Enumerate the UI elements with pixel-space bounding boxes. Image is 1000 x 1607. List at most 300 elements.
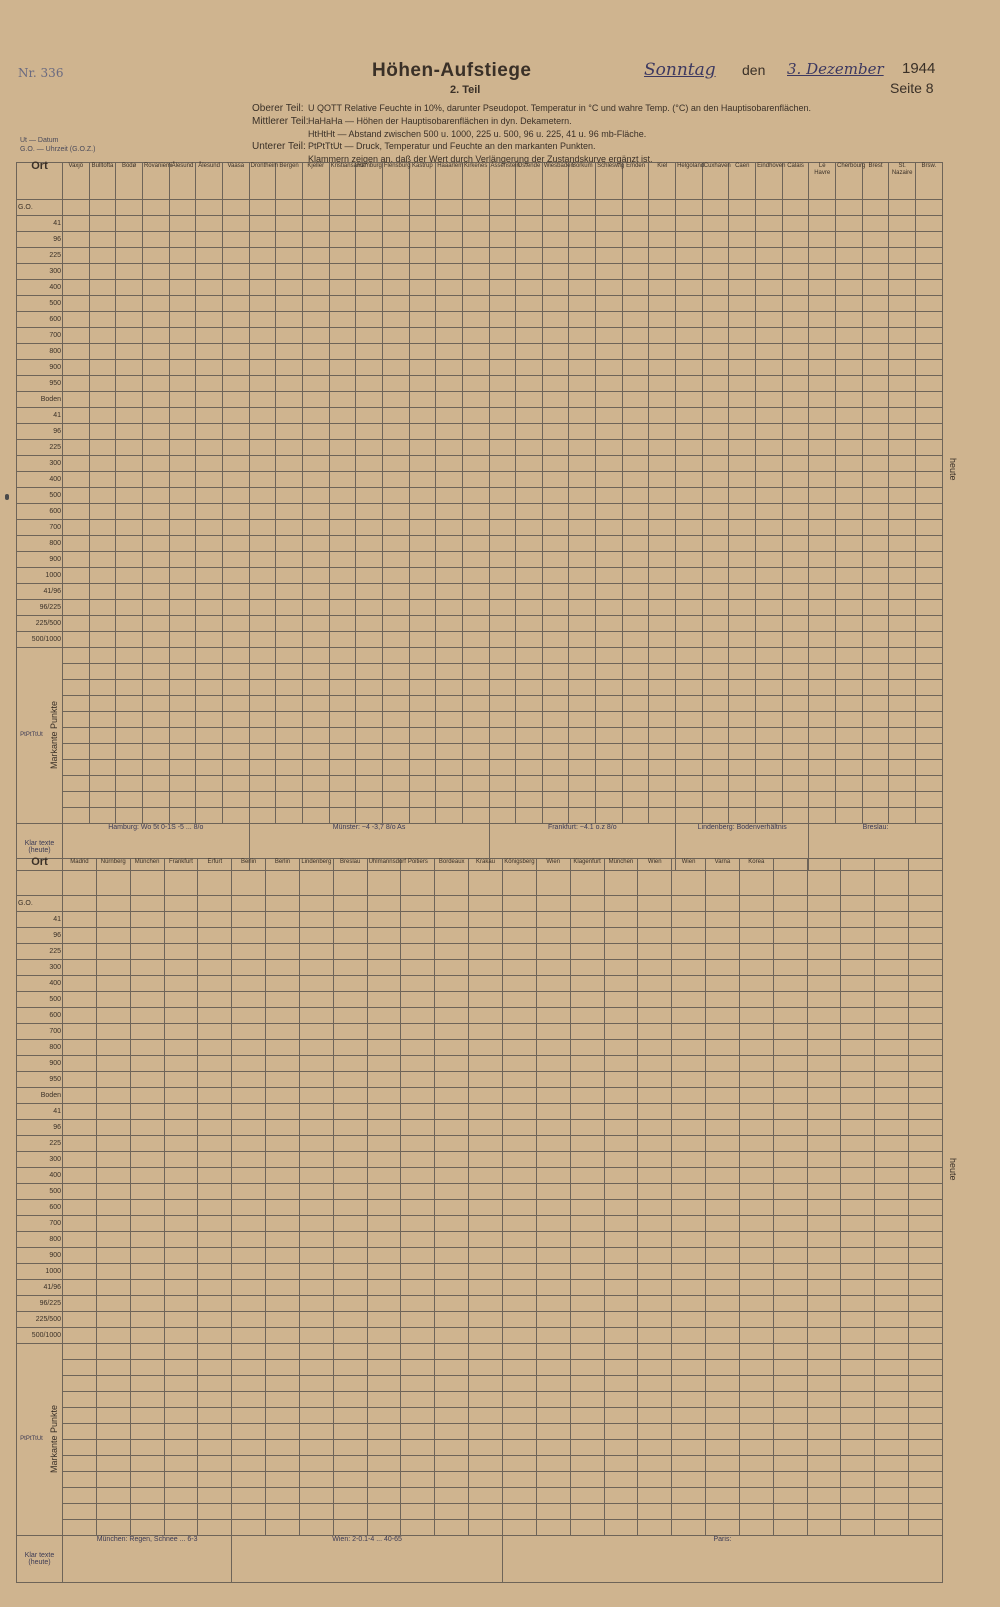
cell (299, 1440, 333, 1456)
cell (596, 536, 623, 552)
cell (169, 280, 196, 296)
cell (622, 696, 649, 712)
cell (89, 712, 116, 728)
cell (702, 472, 729, 488)
cell (198, 1216, 232, 1232)
cell (401, 1120, 435, 1136)
cell (542, 792, 569, 808)
station-header: Erfurt (198, 859, 232, 896)
cell (333, 1440, 367, 1456)
cell (196, 328, 223, 344)
cell (569, 248, 596, 264)
cell (462, 472, 489, 488)
cell (782, 632, 809, 648)
cell (916, 344, 943, 360)
cell (596, 520, 623, 536)
cell (739, 1472, 773, 1488)
cell (729, 584, 756, 600)
cell (875, 896, 909, 912)
cell (116, 760, 143, 776)
cell (409, 632, 436, 648)
pressure-level-label: 900 (17, 1056, 63, 1072)
cell (302, 568, 329, 584)
weekday: Sonntag (644, 60, 716, 80)
cell (807, 1328, 841, 1344)
cell (756, 808, 783, 824)
cell (756, 776, 783, 792)
cell (706, 928, 740, 944)
cell (676, 568, 703, 584)
cell (502, 976, 536, 992)
cell (142, 776, 169, 792)
cell (809, 536, 836, 552)
cell (536, 1200, 570, 1216)
cell (706, 1328, 740, 1344)
station-header: Brsw. (916, 163, 943, 200)
cell (489, 808, 516, 824)
height-level-label: 1000 (17, 568, 63, 584)
cell (569, 408, 596, 424)
cell (299, 1360, 333, 1376)
cell (142, 680, 169, 696)
cell (266, 912, 300, 928)
cell (329, 280, 356, 296)
cell (807, 1392, 841, 1408)
cell (96, 1216, 130, 1232)
cell (570, 896, 604, 912)
cell (672, 1120, 706, 1136)
cell (638, 1472, 672, 1488)
cell (841, 1056, 875, 1072)
cell (569, 296, 596, 312)
cell (249, 216, 276, 232)
cell (409, 792, 436, 808)
cell (266, 1232, 300, 1248)
cell (63, 504, 90, 520)
cell (356, 504, 383, 520)
cell (302, 552, 329, 568)
cell (435, 1440, 469, 1456)
cell (782, 808, 809, 824)
cell (299, 928, 333, 944)
cell (756, 552, 783, 568)
cell (409, 696, 436, 712)
cell (299, 1312, 333, 1328)
cell (196, 728, 223, 744)
cell (329, 296, 356, 312)
cell (782, 504, 809, 520)
cell (622, 440, 649, 456)
cell (130, 1312, 164, 1328)
cell (807, 1168, 841, 1184)
cell (706, 1456, 740, 1472)
height-level-label: 41 (17, 1104, 63, 1120)
cell (266, 1120, 300, 1136)
cell (367, 928, 401, 944)
cell (569, 744, 596, 760)
cell (502, 1168, 536, 1184)
cell (196, 520, 223, 536)
cell (676, 744, 703, 760)
cell (756, 408, 783, 424)
cell (130, 1232, 164, 1248)
height-level-label: 800 (17, 1232, 63, 1248)
cell (875, 1488, 909, 1504)
cell (909, 992, 943, 1008)
cell (502, 1360, 536, 1376)
cell (249, 744, 276, 760)
pressure-level-label: 700 (17, 328, 63, 344)
cell (89, 440, 116, 456)
cell (409, 200, 436, 216)
cell (569, 312, 596, 328)
cell (266, 1472, 300, 1488)
cell (356, 728, 383, 744)
cell (232, 1216, 266, 1232)
cell (302, 776, 329, 792)
cell (638, 1152, 672, 1168)
cell (232, 960, 266, 976)
cell (536, 896, 570, 912)
cell (302, 296, 329, 312)
cell (333, 960, 367, 976)
cell (604, 1360, 638, 1376)
cell (89, 728, 116, 744)
cell (232, 992, 266, 1008)
cell (469, 976, 503, 992)
cell (469, 912, 503, 928)
cell (739, 1040, 773, 1056)
cell (569, 424, 596, 440)
cell (536, 1152, 570, 1168)
cell (502, 1312, 536, 1328)
cell (889, 392, 916, 408)
cell (333, 1024, 367, 1040)
cell (672, 1072, 706, 1088)
cell (63, 1200, 97, 1216)
cell (889, 776, 916, 792)
cell (596, 712, 623, 728)
cell (516, 280, 543, 296)
cell (96, 1056, 130, 1072)
cell (329, 648, 356, 664)
cell (516, 216, 543, 232)
cell (367, 1200, 401, 1216)
cell (142, 312, 169, 328)
cell (462, 616, 489, 632)
cell (356, 280, 383, 296)
cell (729, 712, 756, 728)
cell (916, 312, 943, 328)
cell (676, 552, 703, 568)
cell (63, 1136, 97, 1152)
cell (889, 488, 916, 504)
cell (169, 376, 196, 392)
cell (916, 216, 943, 232)
cell (569, 232, 596, 248)
cell (862, 328, 889, 344)
cell (116, 280, 143, 296)
cell (198, 1376, 232, 1392)
cell (841, 1344, 875, 1360)
cell (676, 792, 703, 808)
cell (367, 1360, 401, 1376)
cell (401, 1056, 435, 1072)
cell (198, 1088, 232, 1104)
cell (706, 1040, 740, 1056)
cell (672, 1168, 706, 1184)
thickness-label: 500/1000 (17, 1328, 63, 1344)
cell (542, 632, 569, 648)
cell (382, 568, 409, 584)
cell (142, 600, 169, 616)
cell (409, 456, 436, 472)
cell (169, 200, 196, 216)
cell (276, 600, 303, 616)
cell (469, 1280, 503, 1296)
cell (63, 1472, 97, 1488)
cell (130, 1392, 164, 1408)
pressure-level-label: 225 (17, 248, 63, 264)
cell (63, 1424, 97, 1440)
cell (889, 232, 916, 248)
cell (116, 616, 143, 632)
cell (409, 392, 436, 408)
cell (841, 1088, 875, 1104)
cell (276, 696, 303, 712)
cell (356, 392, 383, 408)
cell (809, 568, 836, 584)
cell (570, 1376, 604, 1392)
cell (604, 1264, 638, 1280)
cell (96, 1040, 130, 1056)
cell (462, 232, 489, 248)
cell (536, 1472, 570, 1488)
cell (672, 1104, 706, 1120)
cell (435, 1248, 469, 1264)
cell (809, 264, 836, 280)
pressure-level-label: 300 (17, 264, 63, 280)
cell (706, 1024, 740, 1040)
cell (333, 1232, 367, 1248)
cell (604, 1456, 638, 1472)
cell (536, 1024, 570, 1040)
cell (63, 568, 90, 584)
cell (622, 200, 649, 216)
cell (249, 440, 276, 456)
cell (536, 976, 570, 992)
cell (164, 1264, 198, 1280)
cell (875, 1168, 909, 1184)
cell (409, 680, 436, 696)
cell (164, 1216, 198, 1232)
cell (130, 1440, 164, 1456)
cell (622, 808, 649, 824)
cell (889, 520, 916, 536)
cell (516, 520, 543, 536)
cell (382, 200, 409, 216)
cell (198, 1248, 232, 1264)
cell (596, 232, 623, 248)
cell (329, 488, 356, 504)
cell (729, 360, 756, 376)
cell (436, 632, 463, 648)
cell (142, 792, 169, 808)
cell (169, 440, 196, 456)
cell (773, 1248, 807, 1264)
cell (875, 992, 909, 1008)
cell (875, 1184, 909, 1200)
cell (862, 712, 889, 728)
cell (622, 408, 649, 424)
cell (875, 1056, 909, 1072)
cell (569, 760, 596, 776)
cell (569, 360, 596, 376)
cell (142, 648, 169, 664)
cell (169, 216, 196, 232)
cell (302, 520, 329, 536)
cell (569, 664, 596, 680)
cell (232, 1296, 266, 1312)
cell (836, 296, 863, 312)
cell (63, 760, 90, 776)
cell (841, 1136, 875, 1152)
cell (333, 896, 367, 912)
cell (232, 928, 266, 944)
cell (516, 200, 543, 216)
cell (729, 472, 756, 488)
cell (462, 392, 489, 408)
cell (756, 568, 783, 584)
cell (232, 896, 266, 912)
cell (676, 520, 703, 536)
cell (756, 600, 783, 616)
cell (462, 216, 489, 232)
cell (436, 376, 463, 392)
cell (622, 792, 649, 808)
cell (367, 1328, 401, 1344)
cell (570, 1024, 604, 1040)
cell (333, 1216, 367, 1232)
cell (672, 1008, 706, 1024)
cell (809, 600, 836, 616)
cell (367, 1008, 401, 1024)
cell (409, 312, 436, 328)
cell (836, 376, 863, 392)
cell (542, 504, 569, 520)
cell (435, 1456, 469, 1472)
cell (356, 776, 383, 792)
cell (638, 1456, 672, 1472)
cell (569, 584, 596, 600)
cell (436, 696, 463, 712)
cell (401, 944, 435, 960)
cell (502, 1344, 536, 1360)
station-header: Breslau (333, 859, 367, 896)
cell (841, 1280, 875, 1296)
cell (63, 1296, 97, 1312)
cell (356, 360, 383, 376)
cell (702, 504, 729, 520)
cell (862, 760, 889, 776)
cell (469, 1472, 503, 1488)
cell (889, 216, 916, 232)
cell (782, 456, 809, 472)
cell (909, 1216, 943, 1232)
cell (604, 1024, 638, 1040)
cell (169, 648, 196, 664)
cell (436, 296, 463, 312)
cell (329, 808, 356, 824)
cell (702, 424, 729, 440)
cell (502, 1136, 536, 1152)
cell (356, 552, 383, 568)
cell (198, 1232, 232, 1248)
cell (672, 1424, 706, 1440)
station-header: Bodø (116, 163, 143, 200)
cell (302, 264, 329, 280)
cell (382, 344, 409, 360)
cell (489, 632, 516, 648)
cell (729, 728, 756, 744)
cell (462, 376, 489, 392)
cell (916, 232, 943, 248)
cell (232, 1024, 266, 1040)
cell (116, 296, 143, 312)
cell (333, 928, 367, 944)
cell (739, 1328, 773, 1344)
cell (706, 1296, 740, 1312)
cell (116, 584, 143, 600)
cell (706, 1184, 740, 1200)
cell (782, 712, 809, 728)
cell (649, 760, 676, 776)
cell (356, 248, 383, 264)
cell (142, 584, 169, 600)
cell (570, 1440, 604, 1456)
cell (462, 296, 489, 312)
cell (489, 648, 516, 664)
cell (672, 1296, 706, 1312)
cell (198, 1056, 232, 1072)
cell (672, 1216, 706, 1232)
cell (841, 1168, 875, 1184)
cell (638, 1120, 672, 1136)
cell (516, 568, 543, 584)
cell (649, 568, 676, 584)
cell (836, 616, 863, 632)
cell (909, 1472, 943, 1488)
cell (130, 1216, 164, 1232)
cell (739, 896, 773, 912)
cell (916, 600, 943, 616)
cell (542, 488, 569, 504)
cell (702, 632, 729, 648)
cell (63, 1312, 97, 1328)
cell (130, 1152, 164, 1168)
cell (469, 1424, 503, 1440)
cell (232, 1200, 266, 1216)
cell (116, 504, 143, 520)
cell (536, 1392, 570, 1408)
cell (676, 680, 703, 696)
height-level-label: 400 (17, 1168, 63, 1184)
cell (196, 536, 223, 552)
cell (249, 248, 276, 264)
cell (638, 1184, 672, 1200)
cell (702, 584, 729, 600)
cell (729, 648, 756, 664)
